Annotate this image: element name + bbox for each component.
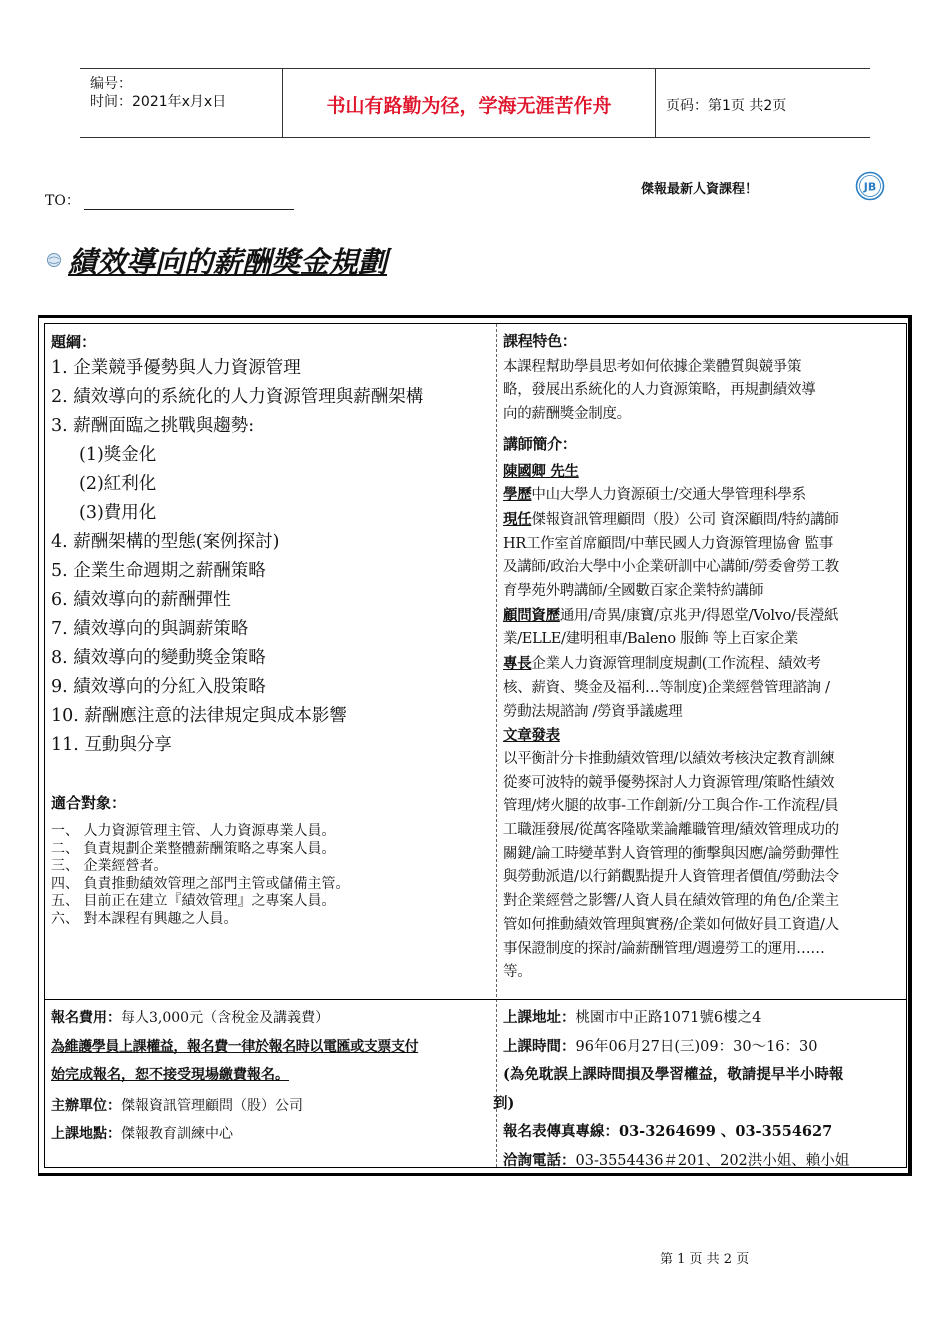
schedule-section [493,1004,905,1175]
outline-item: 6. 績效導向的薪酬彈性 [51,590,231,610]
articles-line: 從麥可波特的競爭優勢探討人力資源管理/策略性績效 [503,774,835,791]
fee-value: 每人3,000元（含稅金及講義費） [121,1010,330,1026]
organizer-label: 主辦單位： [51,1097,121,1114]
outline-item: 5. 企業生命週期之薪酬策略 [51,561,266,581]
fax-value: 03-3264699 、03-3554627 [619,1123,833,1140]
current-line: HR工作室首席顧問/中華民國人力資源管理協會 監事 [503,535,834,552]
address-value: 桃園市中正路1071號6樓之4 [575,1010,762,1026]
svg-text:JB: JB [863,180,877,194]
registration-section [51,1004,491,1149]
promo-text: 傑報最新人資課程！ [641,182,759,197]
current-line: 及講師/政治大學中小企業研訓中心講師/勞委會勞工教 [503,559,839,576]
company-logo-icon [855,171,885,201]
audience-heading: 適合對象： [51,794,127,812]
audience-item: 一、 人力資源管理主管、人力資源專業人員。 [51,823,336,839]
articles-line: 關鍵/論工時變革對人資管理的衝擊與因應/論勞動彈性 [503,845,839,862]
fee-label: 報名費用： [51,1010,121,1026]
consult-line: 業/ELLE/建明租車/Baleno 服飾 等上百家企業 [503,631,798,648]
articles-line: 等。 [503,964,532,981]
outline-item: 2. 績效導向的系統化的人力資源管理與薪酬架構 [51,387,424,407]
course-box-inner [44,323,907,1168]
reminder-line: (為免耽誤上課時間損及學習權益，敬請提早半小時報 [503,1066,844,1083]
current-line: 育學苑外聘講師/全國數百家企業特約講師 [503,583,764,600]
expertise-line: 核、薪資、獎金及福利…等制度)企業經營管理諮詢 / [503,679,830,696]
phone-value: 03-3554436＃201、202洪小姐、賴小姐 [575,1152,850,1169]
outline-item: 11. 互動與分享 [51,735,172,755]
page-title: 績效導向的薪酬獎金規劃 [68,245,388,279]
globe-bullet-icon [46,252,62,268]
outline-item: 10. 薪酬應注意的法律規定與成本影響 [51,706,347,726]
audience-item: 四、 負責推動績效管理之部門主管或儲備主管。 [51,875,350,892]
audience-item: 五、 目前正在建立『績效管理』之專案人員。 [51,893,336,909]
articles-line: 與勞動派遣/以行銷觀點提升人資管理者價值/勞動法令 [503,869,839,886]
articles-line: 管理/烤火腿的故事-工作創新/分工與合作-工作流程/員 [503,798,839,815]
row-divider [45,999,906,1000]
organizer-line [51,1092,491,1121]
articles-line: 事保證制度的探討/論薪酬管理/週邊勞工的運用…… [503,940,825,957]
outline-item: 8. 績效導向的變動獎金策略 [51,648,266,668]
document-date: 时间：2021年x月x日 [90,94,227,110]
expertise [503,652,903,724]
education-line [503,483,903,508]
outline-item: 4. 薪酬架構的型態(案例探討) [51,532,280,552]
to-field [45,190,294,210]
header-page-number: 页码：第1页 共2页 [666,98,787,114]
to-label: TO： [45,193,80,209]
articles-line: 以平衡計分卡推動績效管理/以績效考核決定教育訓練 [503,750,835,767]
audience-item: 六、 對本課程有興趣之人員。 [51,910,238,927]
outline-item: 9. 績效導向的分紅入股策略 [51,677,266,697]
venue-label: 上課地點： [51,1126,121,1142]
audience-item: 三、 企業經營者。 [51,858,168,874]
outline-section [51,324,491,928]
expertise-line: 勞動法規諮詢 /勞資爭議處理 [503,703,683,720]
organizer-value: 傑報資訊管理顧問（股）公司 [121,1097,303,1114]
education-label: 學歷 [503,486,532,504]
address-label: 上課地址： [503,1009,576,1026]
venue-value: 傑報教育訓練中心 [121,1126,233,1142]
reminder-line: 到) [493,1094,515,1112]
outline-list [51,354,491,760]
course-box [38,315,912,1176]
course-info-section [503,324,903,985]
time-line [493,1033,905,1062]
consult-label: 顧問資歷 [503,606,560,624]
outline-item: 3. 薪酬面臨之挑戰與趨勢: [51,416,255,436]
fax-label: 報名表傳真專線： [503,1123,619,1140]
features-line: 本課程幫助學員思考如何依據企業體質與競爭策 [503,358,802,375]
consult-line: 通用/奇異/康寶/京兆尹/得恩堂/Volvo/長瀅紙 [559,607,839,624]
header-page-cell [656,69,870,137]
features-heading: 課程特色： [503,332,577,350]
current-label: 現任 [503,510,532,528]
articles-list [503,748,903,985]
outline-subitem: (1)獎金化 [79,445,157,465]
expertise-line: 企業人力資源管理制度規劃(工作流程、績效考 [531,656,821,673]
features-line: 略，發展出系統化的人力資源策略，再規劃績效導 [503,382,816,399]
document-header [80,68,870,138]
fee-notice-line: 始完成報名，恕不接受現場繳費報名。 [51,1067,289,1083]
current-position [503,508,903,604]
current-line: 傑報資訊管理顧問（股）公司 資深顧問/特約講師 [531,511,839,528]
articles-line: 管如何推動績效管理與實務/企業如何做好員工資遣/人 [503,916,839,933]
phone-line [493,1147,905,1176]
venue-line [51,1120,491,1149]
articles-heading: 文章發表 [503,727,560,745]
instructor-name: 陳國卿 先生 [503,462,579,480]
fee-line [51,1004,491,1033]
outline-item: 7. 績效導向的與調薪策略 [51,619,249,639]
document-number: 编号： [90,76,132,92]
outline-subitem: (3)費用化 [79,503,157,523]
articles-line: 工職涯發展/從萬客隆歇業論離職管理/績效管理成功的 [503,822,839,839]
audience-item: 二、 負責規劃企業整體薪酬策略之專案人員。 [51,840,336,857]
fax-line [493,1118,905,1147]
instructor-heading: 講師簡介： [503,434,577,453]
outline-heading: 題綱： [51,333,97,351]
education-text: 中山大學人力資源碩士/交通大學管理科學系 [531,487,806,504]
header-motto: 书山有路勤为径，学海无涯苦作舟 [326,95,612,117]
features-line: 向的薪酬獎金制度。 [503,406,631,423]
features-text [503,356,903,427]
header-info-cell [80,69,282,137]
articles-line: 對企業經營之影響/人資人員在績效管理的角色/企業主 [503,893,839,910]
time-label: 上課時間： [503,1037,576,1055]
outline-subitem: (2)紅利化 [79,474,157,494]
page-footer: 第 1 页 共 2 页 [660,1252,750,1267]
address-line [493,1004,905,1033]
expertise-label: 專長 [503,655,532,673]
outline-item: 1. 企業競爭優勢與人力資源管理 [51,358,301,378]
audience-list [51,823,491,928]
time-value: 96年06月27日(三)09：30～16：30 [575,1038,818,1055]
to-blank-line [84,195,294,210]
consulting-experience [503,604,903,652]
phone-label: 洽詢電話： [503,1151,576,1169]
fee-notice-line: 為維護學員上課權益，報名費一律於報名時以電匯或支票支付 [51,1038,419,1055]
header-motto-cell [282,69,656,137]
